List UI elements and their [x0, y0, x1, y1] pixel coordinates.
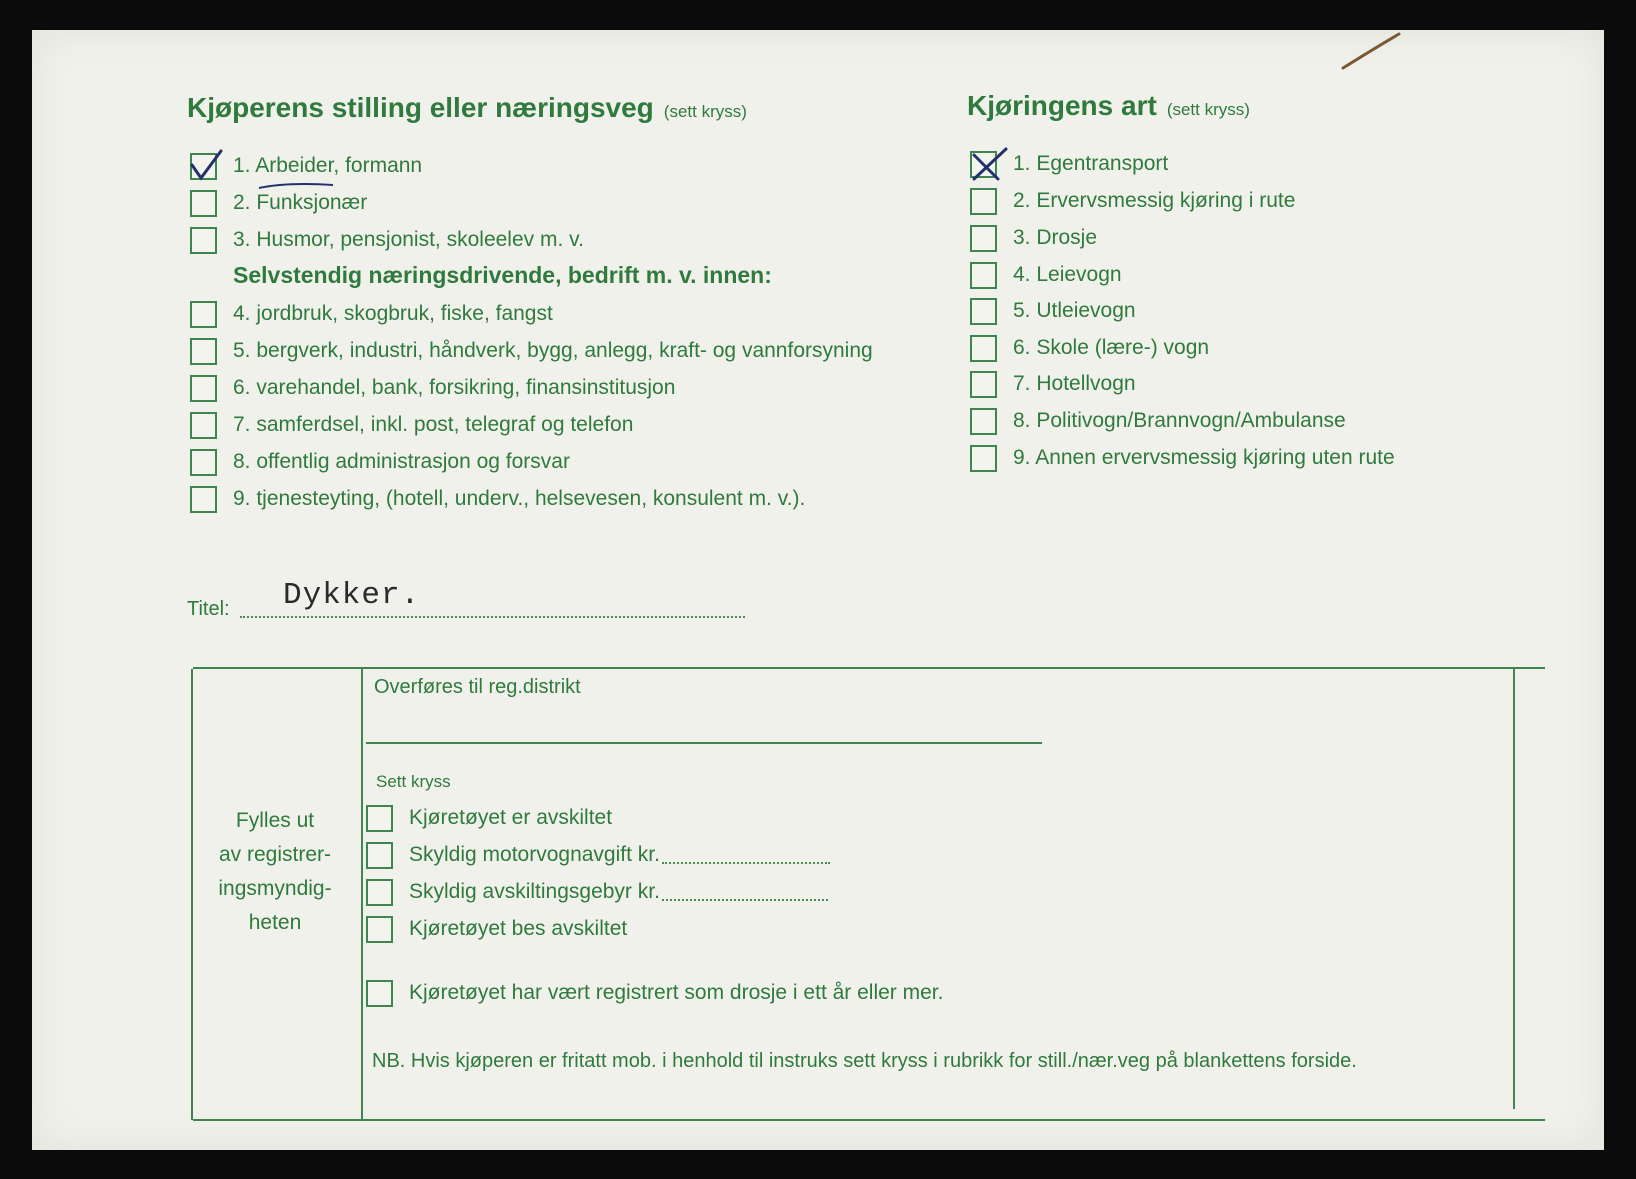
left-heading-note: (sett kryss) [663, 102, 747, 121]
left-sub-item-6[interactable] [190, 372, 675, 404]
item-label: 6. varehandel, bank, forsikring, finansinstitusjon [233, 376, 676, 399]
checkbox-rute[interactable] [970, 188, 997, 215]
item-label: 4. Leievogn [1013, 263, 1122, 286]
item-label: 9. tjenesteyting, (hotell, underv., helsevesen, konsulent m. v.). [233, 487, 806, 510]
item-label: Kjøretøyet er avskiltet [409, 806, 613, 829]
checkbox-offentlig[interactable] [190, 449, 217, 476]
pen-stroke-icon [1335, 30, 1405, 74]
right-item-7[interactable] [970, 368, 1136, 400]
checkbox-funksjonaer[interactable] [190, 190, 217, 217]
checkbox-samferdsel[interactable] [190, 412, 217, 439]
right-item-2[interactable] [970, 185, 1295, 217]
checkbox-utleievogn[interactable] [970, 298, 997, 325]
item-label: 3. Drosje [1013, 226, 1098, 249]
left-sub-item-4[interactable] [190, 298, 553, 330]
registry-frame-top [193, 667, 1545, 669]
left-sub-item-5[interactable] [190, 335, 873, 367]
side-label-line: Fylles ut [235, 809, 315, 832]
item-label: 8. offentlig administrasjon og forsvar [233, 450, 570, 473]
side-label-line: heten [248, 911, 302, 934]
checkbox-motorvognavgift[interactable] [366, 842, 393, 869]
checkbox-arbeider[interactable] [190, 153, 217, 180]
item-label: Skyldig motorvognavgift kr. [409, 843, 660, 866]
right-heading [967, 90, 1250, 122]
item-label: 7. samferdsel, inkl. post, telegraf og telefon [233, 413, 634, 436]
registry-check-2[interactable] [366, 839, 830, 871]
right-item-4[interactable] [970, 259, 1122, 291]
amount-field[interactable] [662, 883, 828, 901]
item-label: Skyldig avskiltingsgebyr kr. [409, 880, 660, 903]
item-label: 1. Arbeider, formann [233, 154, 423, 177]
cross-mark-icon [968, 143, 1010, 183]
side-label-line: av registrer- [218, 843, 332, 866]
item-label: 8. Politivogn/Brannvogn/Ambulanse [1013, 409, 1346, 432]
item-label: 6. Skole (lære-) vogn [1013, 336, 1210, 359]
registry-check-3[interactable] [366, 876, 828, 908]
checkbox-jordbruk[interactable] [190, 301, 217, 328]
right-item-1[interactable] [970, 148, 1168, 180]
left-sub-item-8[interactable] [190, 446, 570, 478]
left-item-1[interactable] [190, 150, 422, 182]
item-label: 5. Utleievogn [1013, 299, 1136, 322]
item-label: 9. Annen ervervsmessig kjøring uten rute [1013, 446, 1395, 469]
left-heading-text: Kjøperens stilling eller næringsveg [187, 92, 654, 123]
checkbox-avskiltingsgebyr[interactable] [366, 879, 393, 906]
left-item-3[interactable] [190, 224, 584, 256]
left-sub-item-7[interactable] [190, 409, 633, 441]
checkbox-hotellvogn[interactable] [970, 371, 997, 398]
item-label: Kjøretøyet har vært registrert som drosje i ett år eller mer. [409, 981, 944, 1004]
left-sub-item-9[interactable] [190, 483, 805, 515]
left-item-2[interactable] [190, 187, 367, 219]
right-item-8[interactable] [970, 405, 1346, 437]
item-label: 1. Egentransport [1013, 152, 1169, 175]
checkbox-bergverk[interactable] [190, 338, 217, 365]
item-label: Kjøretøyet bes avskiltet [409, 917, 628, 940]
checkbox-avskiltet[interactable] [366, 805, 393, 832]
nb-note: NB. Hvis kjøperen er fritatt mob. i henhold til instruks sett kryss i rubrikk for still./nær.veg på blankettens forside. [372, 1050, 1357, 1072]
checkbox-husmor[interactable] [190, 227, 217, 254]
registry-check-5[interactable] [366, 977, 943, 1009]
checkbox-bes-avskiltet[interactable] [366, 916, 393, 943]
item-label: 3. Husmor, pensjonist, skoleelev m. v. [233, 228, 584, 251]
titel-dotted-line [240, 616, 745, 618]
right-item-3[interactable] [970, 222, 1097, 254]
checkbox-egentransport[interactable] [970, 151, 997, 178]
item-label: 4. jordbruk, skogbruk, fiske, fangst [233, 302, 553, 325]
checkbox-drosje-ett-ar[interactable] [366, 980, 393, 1007]
registry-frame-bottom [193, 1119, 1545, 1121]
checkmark-icon [188, 145, 226, 185]
registry-frame-divider [361, 669, 363, 1120]
titel-field[interactable]: Dykker. [283, 578, 421, 613]
item-label: 2. Funksjonær [233, 191, 368, 214]
registry-check-4[interactable] [366, 913, 627, 945]
checkbox-skolevogn[interactable] [970, 335, 997, 362]
distrikt-label: Overføres til reg.distrikt [374, 676, 581, 698]
item-label: 5. bergverk, industri, håndverk, bygg, anlegg, kraft- og vannforsyning [233, 339, 873, 362]
amount-field[interactable] [662, 846, 830, 864]
registry-frame-right [1513, 669, 1515, 1109]
checkbox-politivogn[interactable] [970, 408, 997, 435]
checkbox-varehandel[interactable] [190, 375, 217, 402]
right-item-6[interactable] [970, 332, 1209, 364]
right-heading-text: Kjøringens art [967, 90, 1157, 121]
right-item-9[interactable] [970, 442, 1395, 474]
item-label: 2. Ervervsmessig kjøring i rute [1013, 189, 1296, 212]
side-label-line: ingsmyndig- [218, 877, 332, 900]
right-item-5[interactable] [970, 295, 1136, 327]
checkbox-leievogn[interactable] [970, 262, 997, 289]
left-subheading: Selvstendig næringsdrivende, bedrift m. v. innen: [233, 262, 772, 288]
sett-kryss-label: Sett kryss [376, 772, 451, 791]
right-heading-note: (sett kryss) [1166, 100, 1250, 119]
checkbox-annen[interactable] [970, 445, 997, 472]
checkbox-tjenesteyting[interactable] [190, 486, 217, 513]
titel-label: Titel: [187, 598, 230, 620]
left-heading [187, 92, 747, 124]
distrikt-field[interactable] [366, 742, 1042, 744]
item-label: 7. Hotellvogn [1013, 372, 1136, 395]
registry-frame-left [191, 669, 193, 1120]
checkbox-drosje[interactable] [970, 225, 997, 252]
registry-check-1[interactable] [366, 802, 612, 834]
registry-side-label [200, 804, 350, 940]
